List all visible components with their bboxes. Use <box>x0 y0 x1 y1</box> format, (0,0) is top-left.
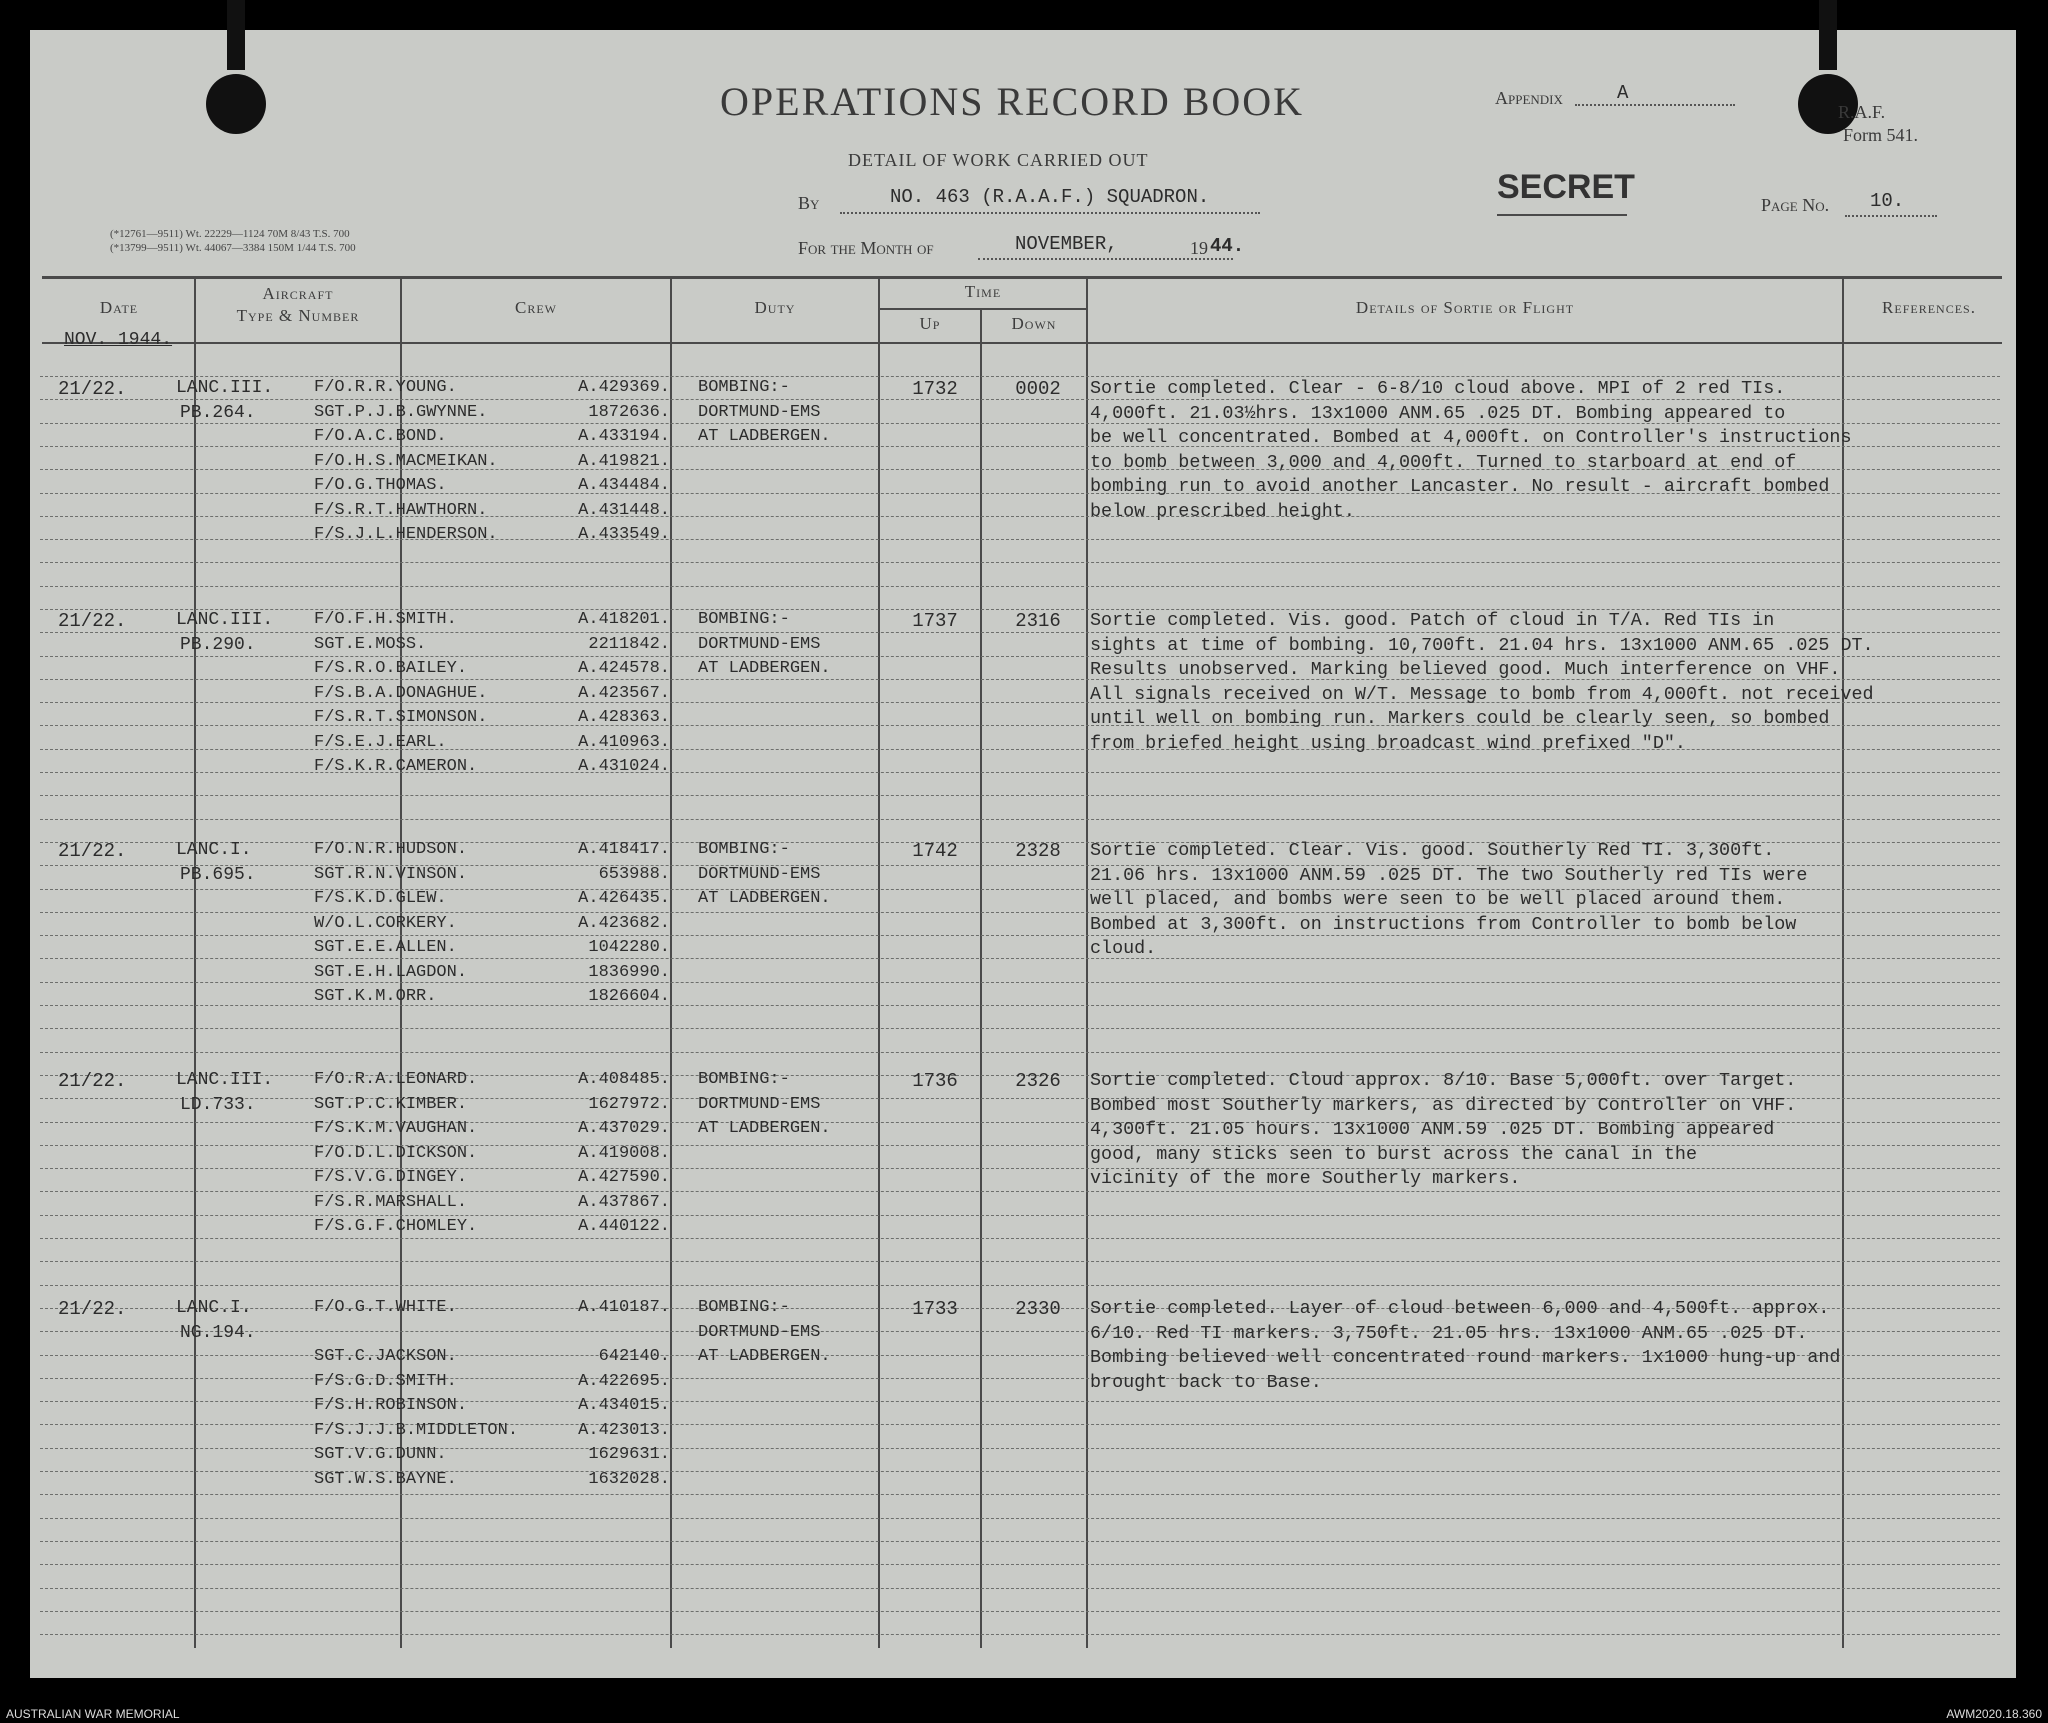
detail-line: Sortie completed. Vis. good. Patch of cloud in T/A. Red TIs in <box>1090 610 1775 631</box>
crew-name: W/O.L.CORKERY. <box>314 913 457 933</box>
crew-service-number: A.428363. <box>578 708 670 727</box>
crew-service-number: 1627972. <box>588 1094 670 1114</box>
ruled-line <box>40 1564 2000 1565</box>
col-divider-up <box>980 308 982 1648</box>
page-label: Page No. <box>1761 195 1830 215</box>
crew-name: SGT.P.C.KIMBER. <box>314 1094 468 1114</box>
crew-name: F/O.A.C.BOND. <box>314 427 447 446</box>
ruled-line <box>40 1611 2000 1612</box>
ruled-line <box>40 1285 2000 1286</box>
aircraft-type: LANC.III. <box>176 378 274 398</box>
ruled-line <box>40 1052 2000 1053</box>
binder-hole-left-stem-icon <box>227 0 245 70</box>
crew-service-number: 2211842. <box>588 634 670 654</box>
crew-name: SGT.P.J.B.GWYNNE. <box>314 402 488 422</box>
crew-service-number: 1872636. <box>588 402 670 422</box>
ruled-line <box>40 1261 2000 1262</box>
col-header-references: References. <box>1882 298 1976 317</box>
col-header-date: Date <box>99 298 139 317</box>
col-divider-date <box>194 276 196 1648</box>
crew-name: F/S.K.D.GLEW. <box>314 889 447 908</box>
crew-service-number: A.431448. <box>578 500 670 520</box>
crew-service-number: A.423682. <box>578 913 670 933</box>
form-line-1: R.A.F. <box>1838 102 1886 122</box>
crew-name: F/O.N.R.HUDSON. <box>314 840 468 859</box>
table-top-rule <box>42 276 2002 279</box>
duty-line: BOMBING:- <box>698 840 790 859</box>
col-divider-duty <box>878 276 880 1648</box>
crew-name: SGT.R.N.VINSON. <box>314 864 468 884</box>
crew-service-number: A.434484. <box>578 476 670 495</box>
detail-line: Sortie completed. Clear - 6-8/10 cloud above. MPI of 2 red TIs. <box>1090 378 1786 399</box>
crew-service-number: 653988. <box>598 864 670 884</box>
form-subtitle: DETAIL OF WORK CARRIED OUT <box>848 150 1149 170</box>
duty-line: BOMBING:- <box>698 378 790 397</box>
entry-date: 21/22. <box>58 1070 127 1092</box>
col-header-duty: Duty <box>754 298 796 317</box>
col-header-crew: Crew <box>515 298 557 317</box>
crew-name: F/S.K.M.VAUGHAN. <box>314 1119 478 1138</box>
crew-name: F/O.R.A.LEONARD. <box>314 1070 478 1089</box>
ruled-line <box>40 1588 2000 1589</box>
detail-line: be well concentrated. Bombed at 4,000ft. on Controller's instructions <box>1090 427 1852 448</box>
time-up: 1733 <box>912 1298 958 1320</box>
detail-line: good, many sticks seen to burst across the canal in the <box>1090 1143 1697 1165</box>
aircraft-number: PB.264. <box>180 402 256 423</box>
crew-name: F/S.R.O.BAILEY. <box>314 659 468 678</box>
page-dotted-line <box>1845 215 1937 217</box>
ruled-line <box>40 1028 2000 1029</box>
crew-service-number: 1042280. <box>588 938 670 957</box>
aircraft-type: LANC.III. <box>176 1070 274 1090</box>
col-divider-details <box>1842 276 1844 1648</box>
detail-line: until well on bombing run. Markers could be clearly seen, so bombed <box>1090 708 1830 729</box>
aircraft-type: LANC.III. <box>176 610 274 630</box>
duty-line: DORTMUND-EMS <box>698 1094 821 1114</box>
month-value: NOVEMBER, <box>1015 233 1118 255</box>
crew-name: F/S.H.ROBINSON. <box>314 1396 468 1415</box>
crew-name: SGT.V.G.DUNN. <box>314 1445 447 1464</box>
detail-line: Bombed most Southerly markers, as directed by Controller on VHF. <box>1090 1094 1797 1116</box>
col-header-up: Up <box>919 314 941 333</box>
ruled-line <box>40 935 2000 936</box>
detail-line: sights at time of bombing. 10,700ft. 21.04 hrs. 13x1000 ANM.65 .025 DT. <box>1090 634 1874 656</box>
crew-name: F/S.R.MARSHALL. <box>314 1192 468 1212</box>
duty-line: AT LADBERGEN. <box>698 1119 831 1138</box>
duty-line: AT LADBERGEN. <box>698 1347 831 1366</box>
ruled-line <box>40 982 2000 983</box>
ruled-line <box>40 819 2000 820</box>
ruled-line <box>40 1494 2000 1495</box>
crew-service-number: A.437867. <box>578 1192 670 1212</box>
ruled-line <box>40 958 2000 959</box>
crew-service-number: A.424578. <box>578 659 670 678</box>
time-down: 2326 <box>1015 1070 1061 1092</box>
secret-underline <box>1497 214 1627 216</box>
crew-service-number: A.433549. <box>578 525 670 544</box>
time-up: 1736 <box>912 1070 958 1092</box>
detail-line: below prescribed height. <box>1090 500 1355 522</box>
crew-service-number: A.427590. <box>578 1168 670 1187</box>
detail-line: Sortie completed. Layer of cloud between 6,000 and 4,500ft. approx. <box>1090 1298 1830 1319</box>
crew-service-number: A.437029. <box>578 1119 670 1138</box>
aircraft-type: LANC.I. <box>176 1298 252 1318</box>
detail-line: Bombing believed well concentrated round markers. 1x1000 hung-up and <box>1090 1347 1841 1368</box>
time-split-rule <box>878 308 1086 310</box>
entry-date: 21/22. <box>58 840 127 862</box>
detail-line: Results unobserved. Marking believed good. Much interference on VHF. <box>1090 659 1841 680</box>
crew-service-number: A.419821. <box>578 451 670 471</box>
crew-service-number: A.440122. <box>578 1217 670 1236</box>
crew-service-number: A.419008. <box>578 1143 670 1163</box>
crew-name: SGT.C.JACKSON. <box>314 1347 457 1366</box>
duty-line: DORTMUND-EMS <box>698 402 821 422</box>
crew-service-number: A.423567. <box>578 683 670 703</box>
footer-left: AUSTRALIAN WAR MEMORIAL <box>6 1707 180 1721</box>
crew-name: SGT.E.MOSS. <box>314 634 427 654</box>
detail-line: Sortie completed. Clear. Vis. good. Southerly Red TI. 3,300ft. <box>1090 840 1775 861</box>
appendix-dotted-line <box>1575 104 1735 106</box>
crew-name: F/S.E.J.EARL. <box>314 732 447 752</box>
ruled-line <box>40 376 2000 377</box>
time-up: 1742 <box>912 840 958 862</box>
form-line-2: Form 541. <box>1843 125 1919 145</box>
month-heading: NOV. 1944. <box>64 330 173 350</box>
col-header-time: Time <box>964 282 1002 301</box>
crew-name: F/S.J.J.B.MIDDLETON. <box>314 1420 519 1440</box>
entry-date: 21/22. <box>58 1298 127 1320</box>
crew-name: F/S.G.D.SMITH. <box>314 1371 457 1391</box>
duty-line: BOMBING:- <box>698 1298 790 1317</box>
year-value: 44. <box>1210 235 1245 257</box>
col-divider-crew <box>670 276 672 1648</box>
by-label: By <box>798 193 820 213</box>
crew-name: SGT.E.E.ALLEN. <box>314 938 457 957</box>
duty-line: DORTMUND-EMS <box>698 1322 821 1342</box>
crew-name: F/O.D.L.DICKSON. <box>314 1143 478 1163</box>
detail-line: 4,000ft. 21.03½hrs. 13x1000 ANM.65 .025 DT. Bombing appeared to <box>1090 402 1786 424</box>
col-header-details: Details of Sortie or Flight <box>1355 298 1575 317</box>
month-label: For the Month of <box>798 238 934 258</box>
footer-right: AWM2020.18.360 <box>1946 1707 2042 1721</box>
time-up: 1732 <box>912 378 958 400</box>
duty-line: DORTMUND-EMS <box>698 634 821 654</box>
time-down: 0002 <box>1015 378 1061 400</box>
crew-name: F/S.R.T.SIMONSON. <box>314 708 488 727</box>
print-code-2: (*13799—9511) Wt. 44067—3384 150M 1/44 T.S. 700 <box>110 242 356 254</box>
crew-name: SGT.W.S.BAYNE. <box>314 1469 457 1489</box>
crew-name: SGT.E.H.LAGDON. <box>314 962 468 982</box>
crew-service-number: 1632028. <box>588 1469 670 1489</box>
aircraft-number: PB.695. <box>180 864 256 885</box>
aircraft-number: PB.290. <box>180 634 256 655</box>
crew-service-number: 1629631. <box>588 1445 670 1464</box>
binder-hole-right-stem-icon <box>1819 0 1837 70</box>
page-value: 10. <box>1870 190 1905 212</box>
time-up: 1737 <box>912 610 958 632</box>
ruled-line <box>40 656 2000 657</box>
table-header-rule <box>42 342 2002 344</box>
crew-service-number: A.434015. <box>578 1396 670 1415</box>
appendix-label: Appendix <box>1495 88 1563 108</box>
year-prefix: 19 <box>1190 238 1208 258</box>
col-header-down: Down <box>1011 314 1057 333</box>
crew-name: SGT.K.M.ORR. <box>314 987 437 1006</box>
aircraft-number: LD.733. <box>180 1094 256 1115</box>
ruled-line <box>40 1634 2000 1635</box>
ruled-line <box>40 1215 2000 1216</box>
crew-service-number: A.410187. <box>578 1298 670 1317</box>
secret-stamp: SECRET <box>1497 168 1635 206</box>
crew-name: F/O.G.T.WHITE. <box>314 1298 457 1317</box>
duty-line: AT LADBERGEN. <box>698 659 831 678</box>
detail-line: brought back to Base. <box>1090 1371 1322 1393</box>
detail-line: Bombed at 3,300ft. on instructions from Controller to bomb below <box>1090 913 1797 935</box>
col-header-aircraft-2: Type & Number <box>236 306 360 325</box>
crew-name: F/O.G.THOMAS. <box>314 476 447 495</box>
crew-name: F/O.H.S.MACMEIKAN. <box>314 451 498 471</box>
crew-service-number: A.422695. <box>578 1371 670 1391</box>
crew-service-number: A.418417. <box>578 840 670 859</box>
time-down: 2316 <box>1015 610 1061 632</box>
col-divider-time <box>1086 276 1088 1648</box>
crew-name: F/O.R.R.YOUNG. <box>314 378 457 397</box>
time-down: 2328 <box>1015 840 1061 862</box>
crew-service-number: A.433194. <box>578 427 670 446</box>
col-header-aircraft-1: Aircraft <box>262 284 334 303</box>
ruled-line <box>40 562 2000 563</box>
crew-service-number: 1826604. <box>588 987 670 1006</box>
entry-date: 21/22. <box>58 610 127 632</box>
ruled-line <box>40 1238 2000 1239</box>
crew-name: F/S.J.L.HENDERSON. <box>314 525 498 544</box>
crew-name: F/O.F.H.SMITH. <box>314 610 457 629</box>
crew-service-number: A.429369. <box>578 378 670 397</box>
by-dotted-line <box>840 212 1260 214</box>
crew-service-number: 1836990. <box>588 962 670 982</box>
crew-service-number: A.410963. <box>578 732 670 752</box>
ruled-line <box>40 1541 2000 1542</box>
duty-line: DORTMUND-EMS <box>698 864 821 884</box>
ruled-line <box>40 586 2000 587</box>
duty-line: BOMBING:- <box>698 610 790 629</box>
crew-service-number: A.418201. <box>578 610 670 629</box>
crew-service-number: A.426435. <box>578 889 670 908</box>
detail-line: cloud. <box>1090 938 1157 959</box>
print-code-1: (*12761—9511) Wt. 22229—1124 70M 8/43 T.S. 700 <box>110 228 350 240</box>
entry-date: 21/22. <box>58 378 127 400</box>
ruled-line <box>40 632 2000 633</box>
record-sheet <box>30 30 2016 1678</box>
form-title: OPERATIONS RECORD BOOK <box>720 79 1305 124</box>
duty-line: AT LADBERGEN. <box>698 889 831 908</box>
detail-line: bombing run to avoid another Lancaster. No result - aircraft bombed <box>1090 476 1830 497</box>
appendix-value: A <box>1617 82 1629 104</box>
ruled-line <box>40 1518 2000 1519</box>
detail-line: vicinity of the more Southerly markers. <box>1090 1168 1521 1189</box>
crew-service-number: 642140. <box>598 1347 670 1366</box>
detail-line: 4,300ft. 21.05 hours. 13x1000 ANM.59 .025 DT. Bombing appeared <box>1090 1119 1775 1140</box>
squadron-value: NO. 463 (R.A.A.F.) SQUADRON. <box>890 186 1210 208</box>
detail-line: well placed, and bombs were seen to be well placed around them. <box>1090 889 1786 910</box>
crew-service-number: A.431024. <box>578 757 670 776</box>
crew-service-number: A.408485. <box>578 1070 670 1089</box>
detail-line: 6/10. Red TI markers. 3,750ft. 21.05 hrs. 13x1000 ANM.65 .025 DT. <box>1090 1322 1808 1344</box>
binder-hole-left-icon <box>206 74 266 134</box>
aircraft-number: NG.194. <box>180 1322 256 1343</box>
detail-line: All signals received on W/T. Message to bomb from 4,000ft. not received <box>1090 683 1874 705</box>
detail-line: 21.06 hrs. 13x1000 ANM.59 .025 DT. The two Southerly red TIs were <box>1090 864 1808 886</box>
detail-line: to bomb between 3,000 and 4,000ft. Turned to starboard at end of <box>1090 451 1797 473</box>
aircraft-type: LANC.I. <box>176 840 252 860</box>
crew-name: F/S.B.A.DONAGHUE. <box>314 683 488 703</box>
crew-name: F/S.K.R.CAMERON. <box>314 757 478 776</box>
crew-name: F/S.G.F.CHOMLEY. <box>314 1217 478 1236</box>
time-down: 2330 <box>1015 1298 1061 1320</box>
duty-line: AT LADBERGEN. <box>698 427 831 446</box>
detail-line: from briefed height using broadcast wind prefixed "D". <box>1090 732 1686 754</box>
duty-line: BOMBING:- <box>698 1070 790 1089</box>
crew-name: F/S.R.T.HAWTHORN. <box>314 500 488 520</box>
detail-line: Sortie completed. Cloud approx. 8/10. Base 5,000ft. over Target. <box>1090 1070 1797 1091</box>
crew-service-number: A.423013. <box>578 1420 670 1440</box>
crew-name: F/S.V.G.DINGEY. <box>314 1168 468 1187</box>
ruled-line <box>40 795 2000 796</box>
